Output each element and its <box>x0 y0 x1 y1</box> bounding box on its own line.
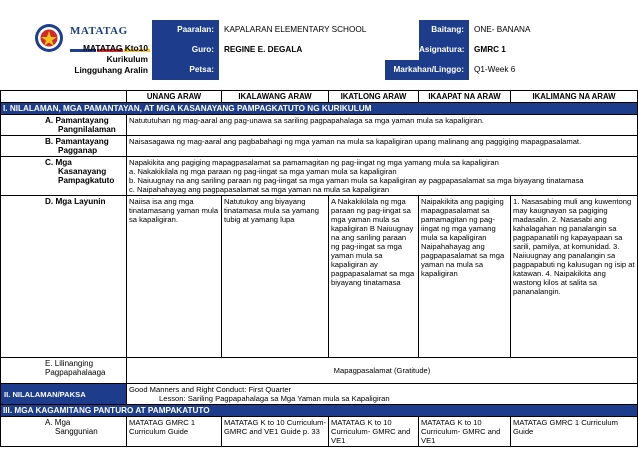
competency-line: b. Naiuugnay na ang sariling paraan ng pag-iingat sa mga yaman mula sa kapaligiran ay pagpapasalamat sa mga biyayang tinatamasa <box>129 176 584 185</box>
competency-line: c. Naipahahayag ang pagpapasalamat sa mga yaman na mula sa kapaligiran <box>129 185 390 194</box>
row-label-line: Pampagkatuto <box>58 176 115 185</box>
baitang-label: Baitang: <box>419 20 469 40</box>
reference-cell: MATATAG GMRC 1 Curriculum Guide <box>511 417 638 447</box>
corner-cell <box>1 91 127 103</box>
section-three-title: III. MGA KAGAMITANG PANTURO AT PAMPAKATUTO <box>1 405 638 417</box>
row-sanggunian <box>1 417 638 447</box>
row-label <box>1 136 127 157</box>
row-pamantayang-pagganap <box>1 136 638 157</box>
row-label <box>1 157 127 196</box>
section-one-row <box>1 103 638 115</box>
day-header: UNANG ARAW <box>127 91 222 103</box>
baitang-value: ONE- BANANA <box>474 25 531 34</box>
row-content: Mapagpasalamat (Gratitude) <box>127 358 638 384</box>
objective-cell: Naipakikita ang pagiging mapagpasalamat sa pamamagitan ng pag-iingat ng mga yamang mula sa kapaligiran Naipahahayag ang pagpapasalamat sa mga yaman na mula sa kapaligiran <box>419 196 511 358</box>
row-label-line: Kasanayang <box>58 167 107 176</box>
objective-cell: 1. Nasasabing muli ang kuwentong may kaugnayan sa pagiging madasalin. 2. Nasasabi ang kahalagahan ng panalangin sa pagpapanatili ng kapayapaan sa sarili, pamilya, at komunidad. 3. Naiiuugnay ang panalangin sa pagpapabuti ng kalusugan ng isip at katawan. 4. Naipakikita ang wastong kilos at salita sa pananalangin. <box>511 196 638 358</box>
row-label <box>1 115 127 136</box>
row-pagpapahalaga <box>1 358 638 384</box>
row-content: Natututuhan ng mag-aaral ang pag-unawa sa sariling pagpapahalaga sa mga yaman mula sa kapaligiran. <box>127 115 638 136</box>
asignatura-value: GMRC 1 <box>474 45 506 54</box>
competency-line: Napakikita ang pagiging mapagpasalamat sa pamamagitan ng pag-iingat ng mga yamang mula sa kapaligiran <box>129 158 499 167</box>
row-content: Naisasagawa ng mag-aaral ang pagbabahagi ng mga yaman na mula sa kapaligiran upang malinang ang paggiging mapagpasalamat. <box>127 136 638 157</box>
row-label <box>1 417 127 447</box>
section-one-title: I. NILALAMAN, MGA PAMANTAYAN, AT MGA KASANAYANG PAMPAGKATUTO NG KURIKULUM <box>1 103 638 115</box>
row-pamantayang-pangnilalaman <box>1 115 638 136</box>
row-content <box>127 384 638 405</box>
markahan-value: Q1-Week 6 <box>474 65 516 74</box>
section-three-row <box>1 405 638 417</box>
lesson-plan-header <box>0 20 638 80</box>
row-kasanayang-pampagkatuto <box>1 157 638 196</box>
paaralan-value: KAPALARAN ELEMENTARY SCHOOL <box>224 25 367 34</box>
lesson-plan-table <box>0 90 638 447</box>
row-label-line: B. Pamantayang <box>45 137 109 146</box>
day-header-row <box>1 91 638 103</box>
row-label-line: Pagpapahalaaga <box>45 368 106 377</box>
reference-cell: MATATAG GMRC 1 Curriculum Guide <box>127 417 222 447</box>
logo-text: MATATAG <box>70 25 128 37</box>
guro-label: Guro: <box>152 40 219 60</box>
row-paksa <box>1 384 638 405</box>
curriculum-title-line-1: MATATAG Kto10 <box>83 43 148 53</box>
paksa-line: Good Manners and Right Conduct: First Quarter <box>129 385 292 394</box>
markahan-label: Markahan/Linggo: <box>385 60 469 80</box>
competency-line: a. Nakakikilala ng mga paraan ng pag-iingat sa mga yaman mula sa kapaligiran <box>129 167 397 176</box>
row-label-line: Pagganap <box>58 146 98 155</box>
day-header: IKAAPAT NA ARAW <box>419 91 511 103</box>
reference-cell: MATATAG K to 10 Curriculum- GMRC and VE1 Guide p. 33 <box>222 417 329 447</box>
reference-cell: MATATAG K to 10 Curriculum- GMRC and VE1 <box>329 417 419 447</box>
curriculum-title-line-3: Lingguhang Aralin <box>74 65 148 75</box>
row-label <box>1 358 127 384</box>
asignatura-label: Asignatura: <box>419 40 469 60</box>
row-label-line: A. Mga <box>45 418 71 427</box>
reference-cell: MATATAG K to 10 Curriculum- GMRC and VE1 <box>419 417 511 447</box>
header-row-guro <box>152 40 638 60</box>
curriculum-title-line-2: Kurikulum <box>106 54 148 64</box>
row-content <box>127 157 638 196</box>
header-row-paaralan <box>152 20 638 40</box>
row-label-line: C. Mga <box>45 158 72 167</box>
row-label-line: E. Lilinanging <box>45 359 94 368</box>
petsa-value <box>219 60 385 80</box>
petsa-label: Petsa: <box>152 60 219 80</box>
objective-cell: Natutukoy ang biyayang tinatamasa mula sa yamang tubig at yamang lupa <box>222 196 329 358</box>
row-label: D. Mga Layunin <box>1 196 127 358</box>
deped-seal-icon <box>34 23 64 53</box>
day-header: IKALAWANG ARAW <box>222 91 329 103</box>
section-two-title: II. NILALAMAN/PAKSA <box>1 384 127 405</box>
objective-cell: A Nakakikilala ng mga paraan ng pag-iingat sa mga yaman mula sa kapaligiran B Naiuugnay na ang sariling paraan ng pag-iingat sa mga yaman mula sa kapaligiran ay pagpapasalamat sa mga biyayang tinatamasa <box>329 196 419 358</box>
day-header: IKALIMANG NA ARAW <box>511 91 638 103</box>
day-header: IKATLONG ARAW <box>329 91 419 103</box>
guro-value: REGINE E. DEGALA <box>224 45 303 54</box>
row-label-line: Pangnilalaman <box>58 125 116 134</box>
paaralan-label: Paaralan: <box>152 20 219 40</box>
row-layunin <box>1 196 638 358</box>
row-label-line: A. Pamantayang <box>45 116 109 125</box>
header-row-petsa <box>152 60 638 80</box>
row-label-line: Sanggunian <box>55 427 98 436</box>
paksa-line: Lesson: Sariling Pagpapahalaga sa Mga Yaman mula sa Kapaligiran <box>159 394 390 403</box>
objective-cell: Naiisa isa ang mga tinatamasang yaman mula sa kapaligiran. <box>127 196 222 358</box>
